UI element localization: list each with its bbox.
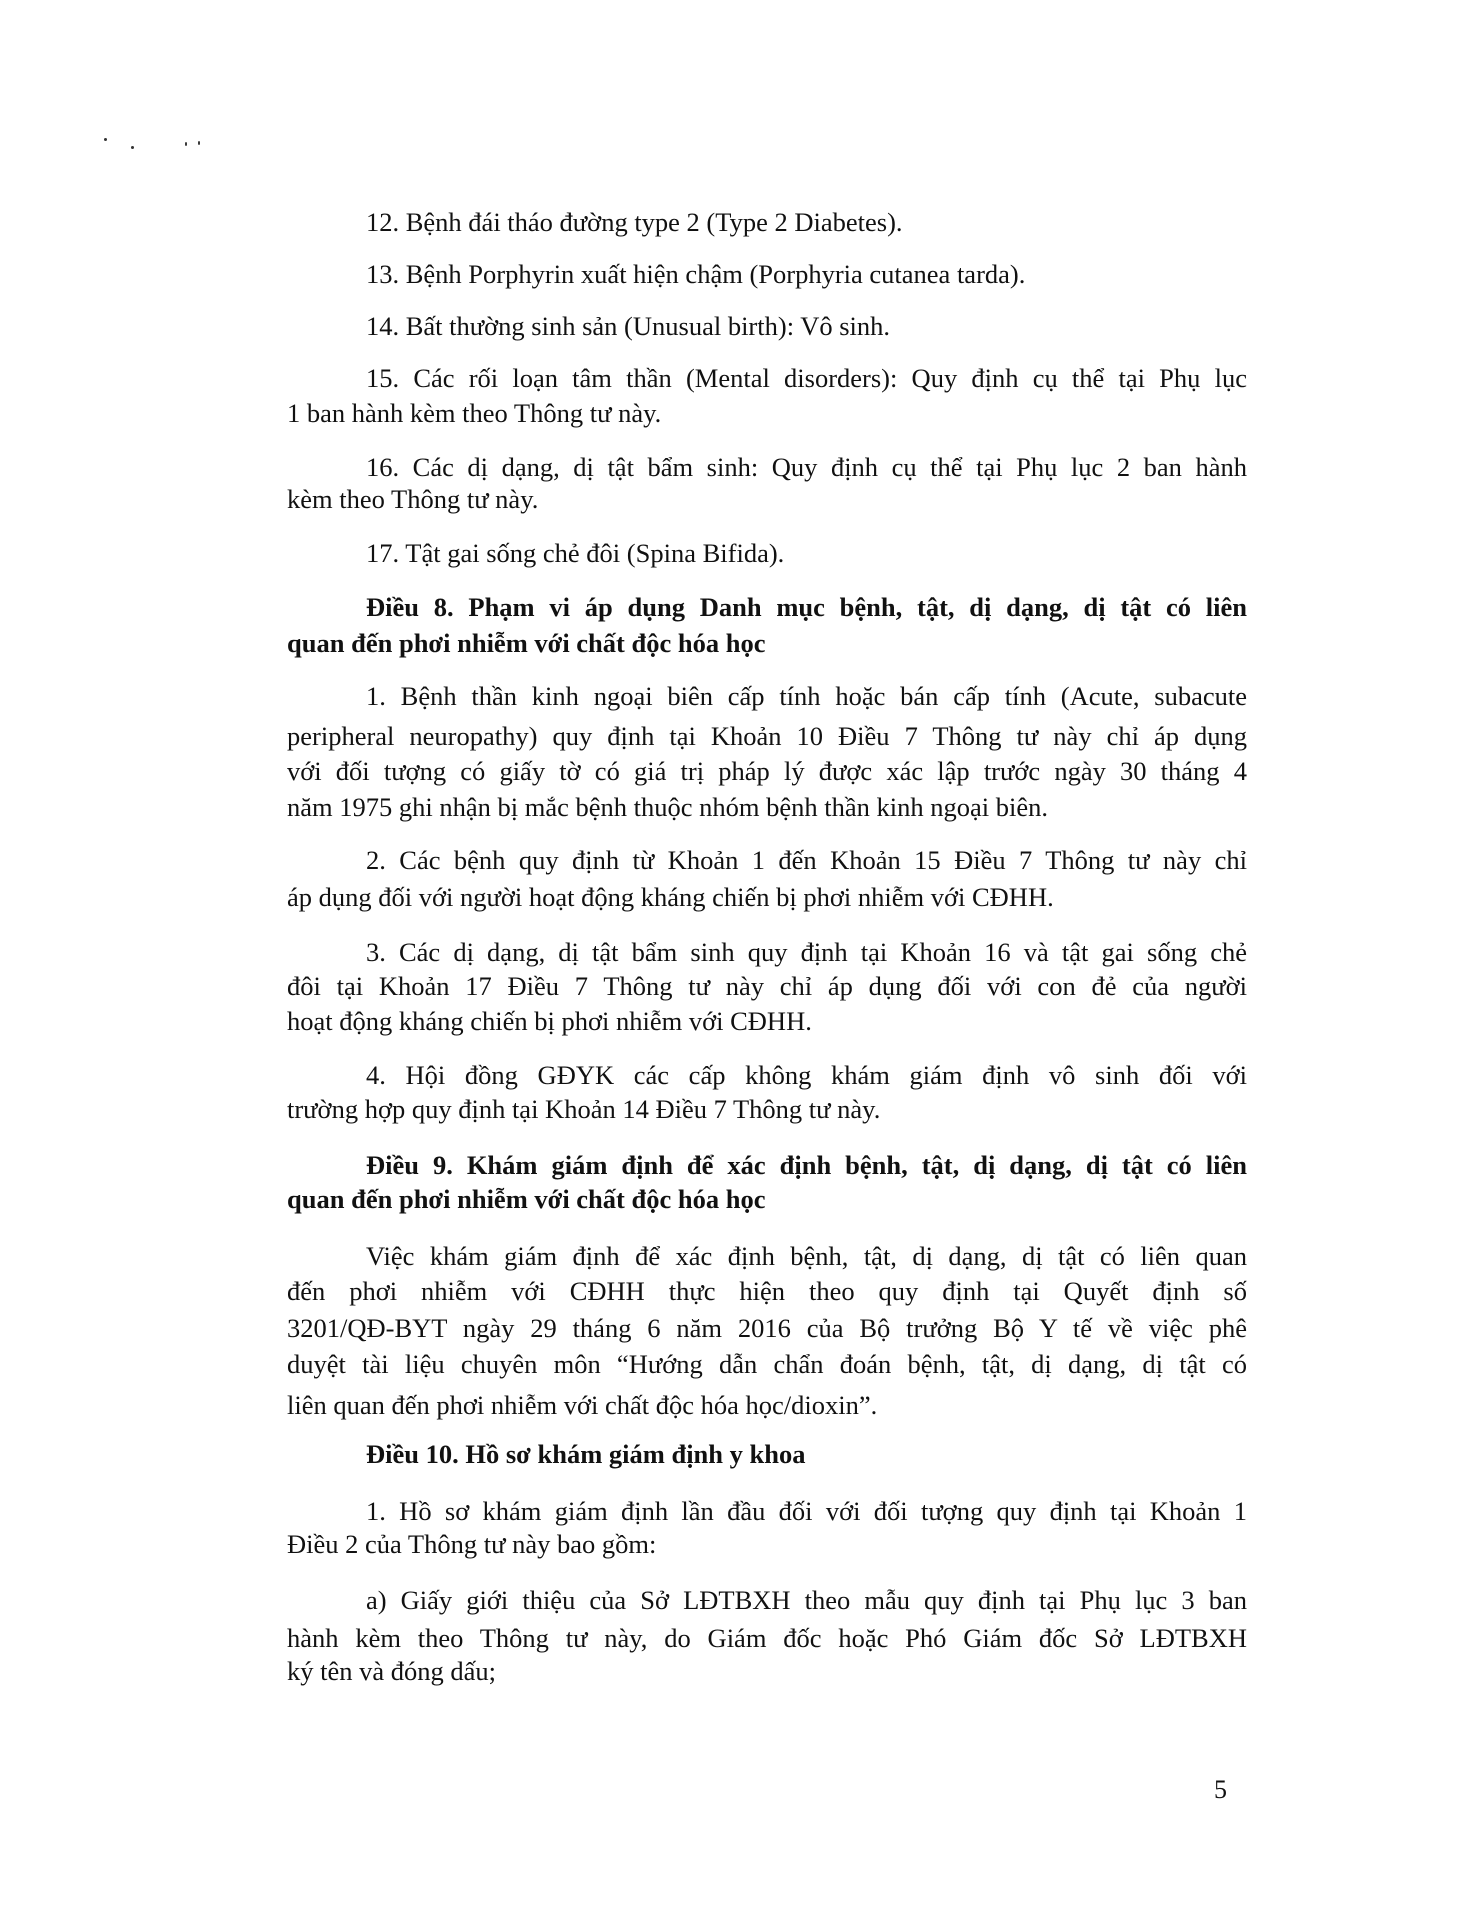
clause-17: 17. Tật gai sống chẻ đôi (Spina Bifida). (366, 538, 785, 568)
article-10-point-a-line-1: a) Giấy giới thiệu của Sở LĐTBXH theo mẫu quy định tại Phụ lục 3 ban (366, 1585, 1247, 1615)
article-8-clause-1-line-2: peripheral neuropathy) quy định tại Khoản 10 Điều 7 Thông tư này chỉ áp dụng (287, 721, 1247, 751)
article-8-clause-2-line-2: áp dụng đối với người hoạt động kháng chiến bị phơi nhiễm với CĐHH. (287, 882, 1054, 912)
article-8-clause-1-line-3: với đối tượng có giấy tờ có giá trị pháp lý được xác lập trước ngày 30 tháng 4 (287, 756, 1247, 786)
article-10-clause-1-line-2: Điều 2 của Thông tư này bao gồm: (287, 1529, 657, 1559)
scan-speck (185, 142, 187, 146)
clause-13: 13. Bệnh Porphyrin xuất hiện chậm (Porphyria cutanea tarda). (366, 259, 1026, 289)
article-8-clause-3-line-3: hoạt động kháng chiến bị phơi nhiễm với CĐHH. (287, 1006, 812, 1036)
article-8-clause-4-line-2: trường hợp quy định tại Khoản 14 Điều 7 Thông tư này. (287, 1094, 881, 1124)
clause-16-line-2: kèm theo Thông tư này. (287, 484, 539, 514)
article-10-clause-1-line-1: 1. Hồ sơ khám giám định lần đầu đối với đối tượng quy định tại Khoản 1 (366, 1496, 1247, 1526)
article-9-heading-line-1: Điều 9. Khám giám định để xác định bệnh, tật, dị dạng, dị tật có liên (366, 1150, 1247, 1180)
article-9-body-line-2: đến phơi nhiễm với CĐHH thực hiện theo quy định tại Quyết định số (287, 1276, 1247, 1306)
article-9-body-line-3: 3201/QĐ-BYT ngày 29 tháng 6 năm 2016 của Bộ trưởng Bộ Y tế về việc phê (287, 1313, 1247, 1343)
article-9-heading-line-2: quan đến phơi nhiễm với chất độc hóa học (287, 1184, 766, 1214)
article-8-heading-line-2: quan đến phơi nhiễm với chất độc hóa học (287, 628, 766, 658)
clause-15-line-2: 1 ban hành kèm theo Thông tư này. (287, 398, 662, 428)
article-10-heading: Điều 10. Hồ sơ khám giám định y khoa (366, 1439, 806, 1469)
article-9-body-line-4: duyệt tài liệu chuyên môn “Hướng dẫn chẩn đoán bệnh, tật, dị dạng, dị tật có (287, 1349, 1247, 1379)
clause-14: 14. Bất thường sinh sản (Unusual birth): Vô sinh. (366, 311, 891, 341)
article-10-point-a-line-2: hành kèm theo Thông tư này, do Giám đốc hoặc Phó Giám đốc Sở LĐTBXH (287, 1623, 1247, 1653)
article-8-clause-4-line-1: 4. Hội đồng GĐYK các cấp không khám giám định vô sinh đối với (366, 1060, 1247, 1090)
clause-15-line-1: 15. Các rối loạn tâm thần (Mental disorders): Quy định cụ thể tại Phụ lục (366, 363, 1247, 393)
article-8-clause-3-line-2: đôi tại Khoản 17 Điều 7 Thông tư này chỉ áp dụng đối với con đẻ của người (287, 971, 1247, 1001)
scan-speck (104, 138, 107, 141)
article-8-clause-1-line-1: 1. Bệnh thần kinh ngoại biên cấp tính hoặc bán cấp tính (Acute, subacute (366, 681, 1247, 711)
scan-speck (131, 146, 134, 149)
article-8-clause-3-line-1: 3. Các dị dạng, dị tật bẩm sinh quy định tại Khoản 16 và tật gai sống chẻ (366, 937, 1247, 967)
article-10-point-a-line-3: ký tên và đóng dấu; (287, 1656, 497, 1686)
article-8-clause-1-line-4: năm 1975 ghi nhận bị mắc bệnh thuộc nhóm bệnh thần kinh ngoại biên. (287, 792, 1048, 822)
article-8-heading-line-1: Điều 8. Phạm vi áp dụng Danh mục bệnh, tật, dị dạng, dị tật có liên (366, 592, 1247, 622)
article-8-clause-2-line-1: 2. Các bệnh quy định từ Khoản 1 đến Khoản 15 Điều 7 Thông tư này chỉ (366, 845, 1247, 875)
scan-speck (198, 141, 200, 145)
article-9-body-line-5: liên quan đến phơi nhiễm với chất độc hóa học/dioxin”. (287, 1390, 878, 1420)
article-9-body-line-1: Việc khám giám định để xác định bệnh, tật, dị dạng, dị tật có liên quan (366, 1241, 1247, 1271)
clause-16-line-1: 16. Các dị dạng, dị tật bẩm sinh: Quy định cụ thể tại Phụ lục 2 ban hành (366, 452, 1247, 482)
page-number: 5 (1214, 1775, 1227, 1804)
clause-12: 12. Bệnh đái tháo đường type 2 (Type 2 Diabetes). (366, 207, 903, 237)
